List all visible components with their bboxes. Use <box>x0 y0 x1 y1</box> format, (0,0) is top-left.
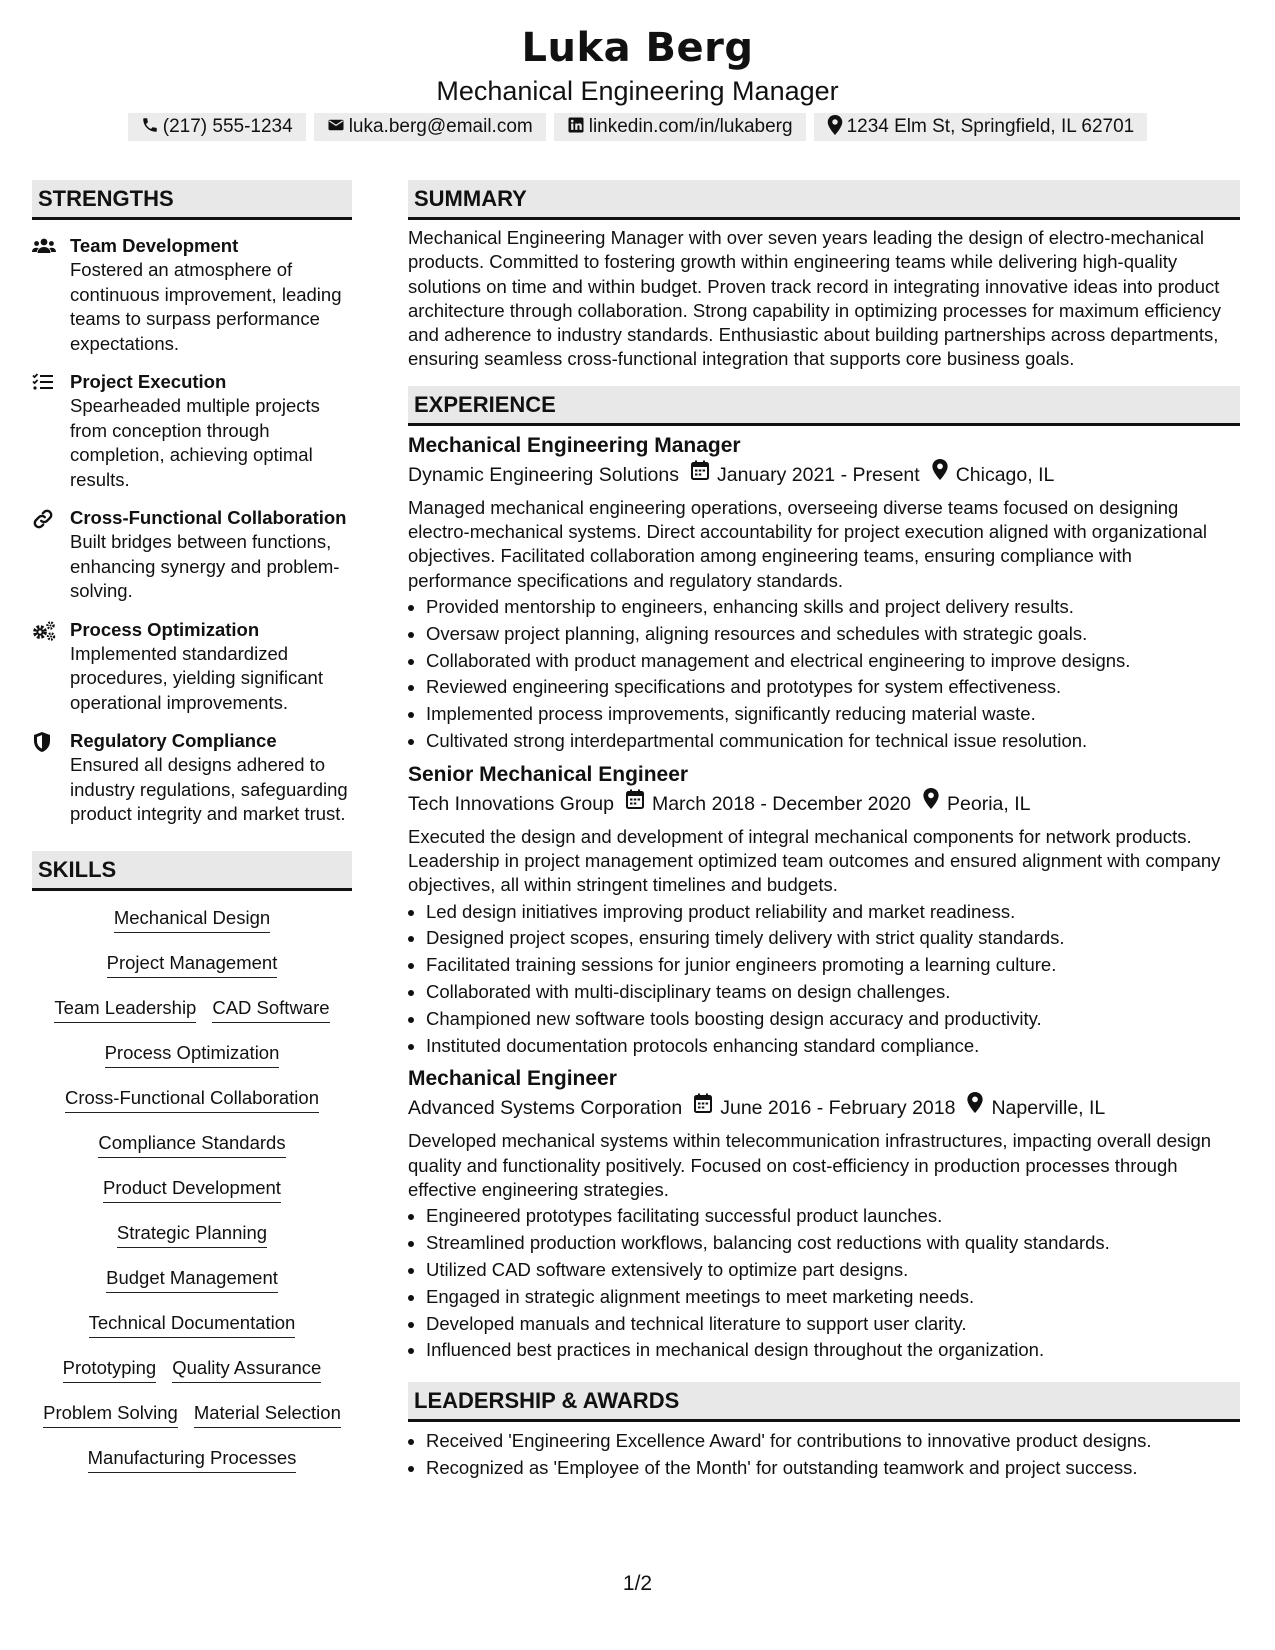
skill-row <box>32 1343 352 1388</box>
job-bullet: • Cultivated strong interdepartmental communication for technical issue resolution. <box>426 728 1240 755</box>
award-item: • Recognized as 'Employee of the Month' for outstanding teamwork and project success. <box>426 1455 1240 1482</box>
job-title: Mechanical Engineer <box>408 1067 617 1091</box>
candidate-name: Luka Berg <box>521 25 754 71</box>
summary-text: Mechanical Engineering Manager with over seven years leading the design of electro-mechanical products. Committed to fostering growth within engineering teams while delivering high-quality solutions on time and within budget. Proven track record in integrating innovative ideas into product architecture through collaboration. Strong capability in optimizing processes for maximum efficiency and adherence to industry standards. Enthusiastic about building partnerships across departments, ensuring seamless cross-functional integration that supports core business goals. <box>408 227 1222 370</box>
skill-row <box>32 938 352 983</box>
skill-row <box>32 1118 352 1163</box>
skill-row <box>32 1388 352 1433</box>
experience-heading: EXPERIENCE <box>408 386 1240 426</box>
contact-phone[interactable] <box>128 113 306 141</box>
skill-row <box>32 1163 352 1208</box>
skill-tag: Project Management <box>107 952 278 978</box>
skill-tag: Prototyping <box>63 1357 157 1383</box>
contact-address <box>814 113 1148 141</box>
skill-row <box>32 1253 352 1298</box>
job-dates: March 2018 - December 2020 <box>651 792 912 815</box>
job-description: Executed the design and development of integral mechanical components for network products. Leadership in project management optimized team outcomes and ensured alignment with company objectives, all within stringent timelines and budgets. <box>408 825 1221 896</box>
skill-tag: Compliance Standards <box>98 1132 285 1158</box>
skill-row <box>32 893 352 938</box>
job-bullets <box>408 899 1240 1060</box>
job-meta <box>408 1093 1240 1125</box>
summary-heading: SUMMARY <box>408 180 1240 220</box>
job-bullet: • Collaborated with multi-disciplinary teams on design challenges. <box>426 979 1240 1006</box>
map-pin-icon <box>967 1092 983 1122</box>
shield-icon <box>32 731 56 753</box>
phone-icon <box>141 116 159 134</box>
skill-tag: Cross-Functional Collaboration <box>65 1087 319 1113</box>
job-title: Mechanical Engineering Manager <box>408 433 741 457</box>
skill-row <box>32 983 352 1028</box>
awards-list <box>408 1428 1240 1482</box>
job-bullet: • Designed project scopes, ensuring timely delivery with strict quality standards. <box>426 925 1240 952</box>
experience-list <box>408 432 1240 1364</box>
skill-tag: Process Optimization <box>105 1042 280 1068</box>
job-title: Senior Mechanical Engineer <box>408 762 689 786</box>
skill-tag: CAD Software <box>212 997 329 1023</box>
strength-item <box>32 370 352 492</box>
strengths-list <box>32 234 352 827</box>
users-icon <box>32 236 56 258</box>
awards-section <box>408 1428 1240 1482</box>
skills-list <box>32 891 352 1478</box>
linkedin-icon <box>567 116 585 134</box>
right-column <box>408 180 1240 1482</box>
contact-linkedin[interactable] <box>554 113 806 141</box>
envelope-icon <box>327 116 345 134</box>
job-description: Managed mechanical engineering operations, overseeing diverse teams focused on designing electro-mechanical systems. Direct accountability for project execution aligned with organizational objectives. Facilitated collaboration among engineering teams, ensuring compliance with performance specifications and regulatory standards. <box>408 496 1207 591</box>
job-company: Dynamic Engineering Solutions <box>408 463 679 486</box>
calendar-icon <box>694 1092 712 1122</box>
contact-address-text: 1234 Elm St, Springfield, IL 62701 <box>846 116 1135 137</box>
job-location: Peoria, IL <box>947 792 1031 815</box>
strength-item <box>32 729 352 827</box>
job-bullet: • Developed manuals and technical literature to support user clarity. <box>426 1311 1240 1338</box>
job-meta <box>408 789 1240 821</box>
job-bullet: • Engaged in strategic alignment meetings to meet marketing needs. <box>426 1284 1240 1311</box>
page-number: 1/2 <box>622 1572 653 1595</box>
skills-heading: SKILLS <box>32 851 352 891</box>
skill-tag: Quality Assurance <box>172 1357 321 1383</box>
strength-desc: Fostered an atmosphere of continuous improvement, leading teams to surpass performance expectations. <box>70 259 342 354</box>
awards-heading: LEADERSHIP & AWARDS <box>408 1382 1240 1422</box>
job-bullets <box>408 594 1240 755</box>
strength-desc: Built bridges between functions, enhancing synergy and problem-solving. <box>70 531 340 601</box>
left-column <box>32 180 352 1478</box>
skill-tag: Strategic Planning <box>117 1222 267 1248</box>
skill-tag: Manufacturing Processes <box>88 1447 297 1473</box>
job-company: Advanced Systems Corporation <box>408 1097 683 1120</box>
strength-item <box>32 506 352 604</box>
skill-tag: Budget Management <box>106 1267 278 1293</box>
strength-title: Cross-Functional Collaboration <box>70 507 347 528</box>
job-bullet: • Engineered prototypes facilitating successful product launches. <box>426 1203 1240 1230</box>
gears-icon <box>32 620 56 642</box>
job-bullet: • Implemented process improvements, significantly reducing material waste. <box>426 701 1240 728</box>
checklist-icon <box>32 372 56 394</box>
strength-desc: Ensured all designs adhered to industry regulations, safeguarding product integrity and market trust. <box>70 754 348 824</box>
skill-tag: Technical Documentation <box>89 1312 296 1338</box>
skill-row <box>32 1208 352 1253</box>
strengths-heading: STRENGTHS <box>32 180 352 220</box>
job-entry <box>408 761 1240 1060</box>
contact-linkedin-text: linkedin.com/in/lukaberg <box>588 116 793 137</box>
job-bullet: • Influenced best practices in mechanical design throughout the organization. <box>426 1337 1240 1364</box>
skill-tag: Team Leadership <box>54 997 196 1023</box>
job-bullet: • Reviewed engineering specifications and prototypes for system effectiveness. <box>426 674 1240 701</box>
contact-phone-text: (217) 555-1234 <box>162 116 293 137</box>
job-bullet: • Collaborated with product management and electrical engineering to improve designs. <box>426 648 1240 675</box>
link-icon <box>32 508 56 530</box>
strength-desc: Spearheaded multiple projects from conception through completion, achieving optimal results. <box>70 395 320 490</box>
skill-tag: Product Development <box>103 1177 281 1203</box>
strength-title: Project Execution <box>70 371 227 392</box>
contact-bar <box>0 113 1275 141</box>
job-dates: June 2016 - February 2018 <box>720 1097 956 1120</box>
skill-row <box>32 1298 352 1343</box>
award-item: • Received 'Engineering Excellence Award' for contributions to innovative product designs. <box>426 1428 1240 1455</box>
strength-desc: Implemented standardized procedures, yielding significant operational improvements. <box>70 642 323 713</box>
map-pin-icon <box>827 115 843 135</box>
job-bullet: • Facilitated training sessions for junior engineers promoting a learning culture. <box>426 952 1240 979</box>
skill-tag: Material Selection <box>194 1402 341 1428</box>
candidate-title: Mechanical Engineering Manager <box>436 76 839 106</box>
job-bullet: • Instituted documentation protocols enhancing standard compliance. <box>426 1033 1240 1060</box>
job-location: Chicago, IL <box>955 463 1055 486</box>
strength-title: Regulatory Compliance <box>70 730 277 751</box>
skill-tag: Mechanical Design <box>114 907 270 933</box>
skill-row <box>32 1433 352 1478</box>
job-description: Developed mechanical systems within telecommunication infrastructures, impacting overall design quality and functionality positively. Focused on cost-efficiency in production processes through effective engineering strategies. <box>408 1130 1212 1201</box>
map-pin-icon <box>932 459 948 489</box>
calendar-icon <box>626 788 644 818</box>
job-entry <box>408 432 1240 755</box>
strength-title: Process Optimization <box>70 618 260 640</box>
contact-email-text: luka.berg@email.com <box>348 116 533 137</box>
skill-row <box>32 1073 352 1118</box>
job-entry <box>408 1065 1240 1364</box>
job-location: Naperville, IL <box>991 1097 1106 1120</box>
strength-item <box>32 618 352 716</box>
job-bullet: • Utilized CAD software extensively to optimize part designs. <box>426 1257 1240 1284</box>
job-bullet: • Led design initiatives improving product reliability and market readiness. <box>426 899 1240 926</box>
job-bullet: • Provided mentorship to engineers, enhancing skills and project delivery results. <box>426 594 1240 621</box>
job-dates: January 2021 - Present <box>716 463 920 486</box>
skill-tag: Problem Solving <box>43 1402 178 1428</box>
job-bullet: • Championed new software tools boosting design accuracy and productivity. <box>426 1006 1240 1033</box>
resume-header <box>0 0 1275 108</box>
skill-row <box>32 1028 352 1073</box>
job-bullets <box>408 1203 1240 1364</box>
strength-title: Team Development <box>70 235 239 256</box>
strength-item <box>32 234 352 356</box>
job-company: Tech Innovations Group <box>408 792 614 815</box>
job-bullet: • Streamlined production workflows, balancing cost reductions with quality standards. <box>426 1230 1240 1257</box>
calendar-icon <box>691 459 709 489</box>
job-bullet: • Oversaw project planning, aligning resources and schedules with strategic goals. <box>426 621 1240 648</box>
map-pin-icon <box>923 788 939 818</box>
job-meta <box>408 460 1240 492</box>
contact-email[interactable] <box>314 113 546 141</box>
